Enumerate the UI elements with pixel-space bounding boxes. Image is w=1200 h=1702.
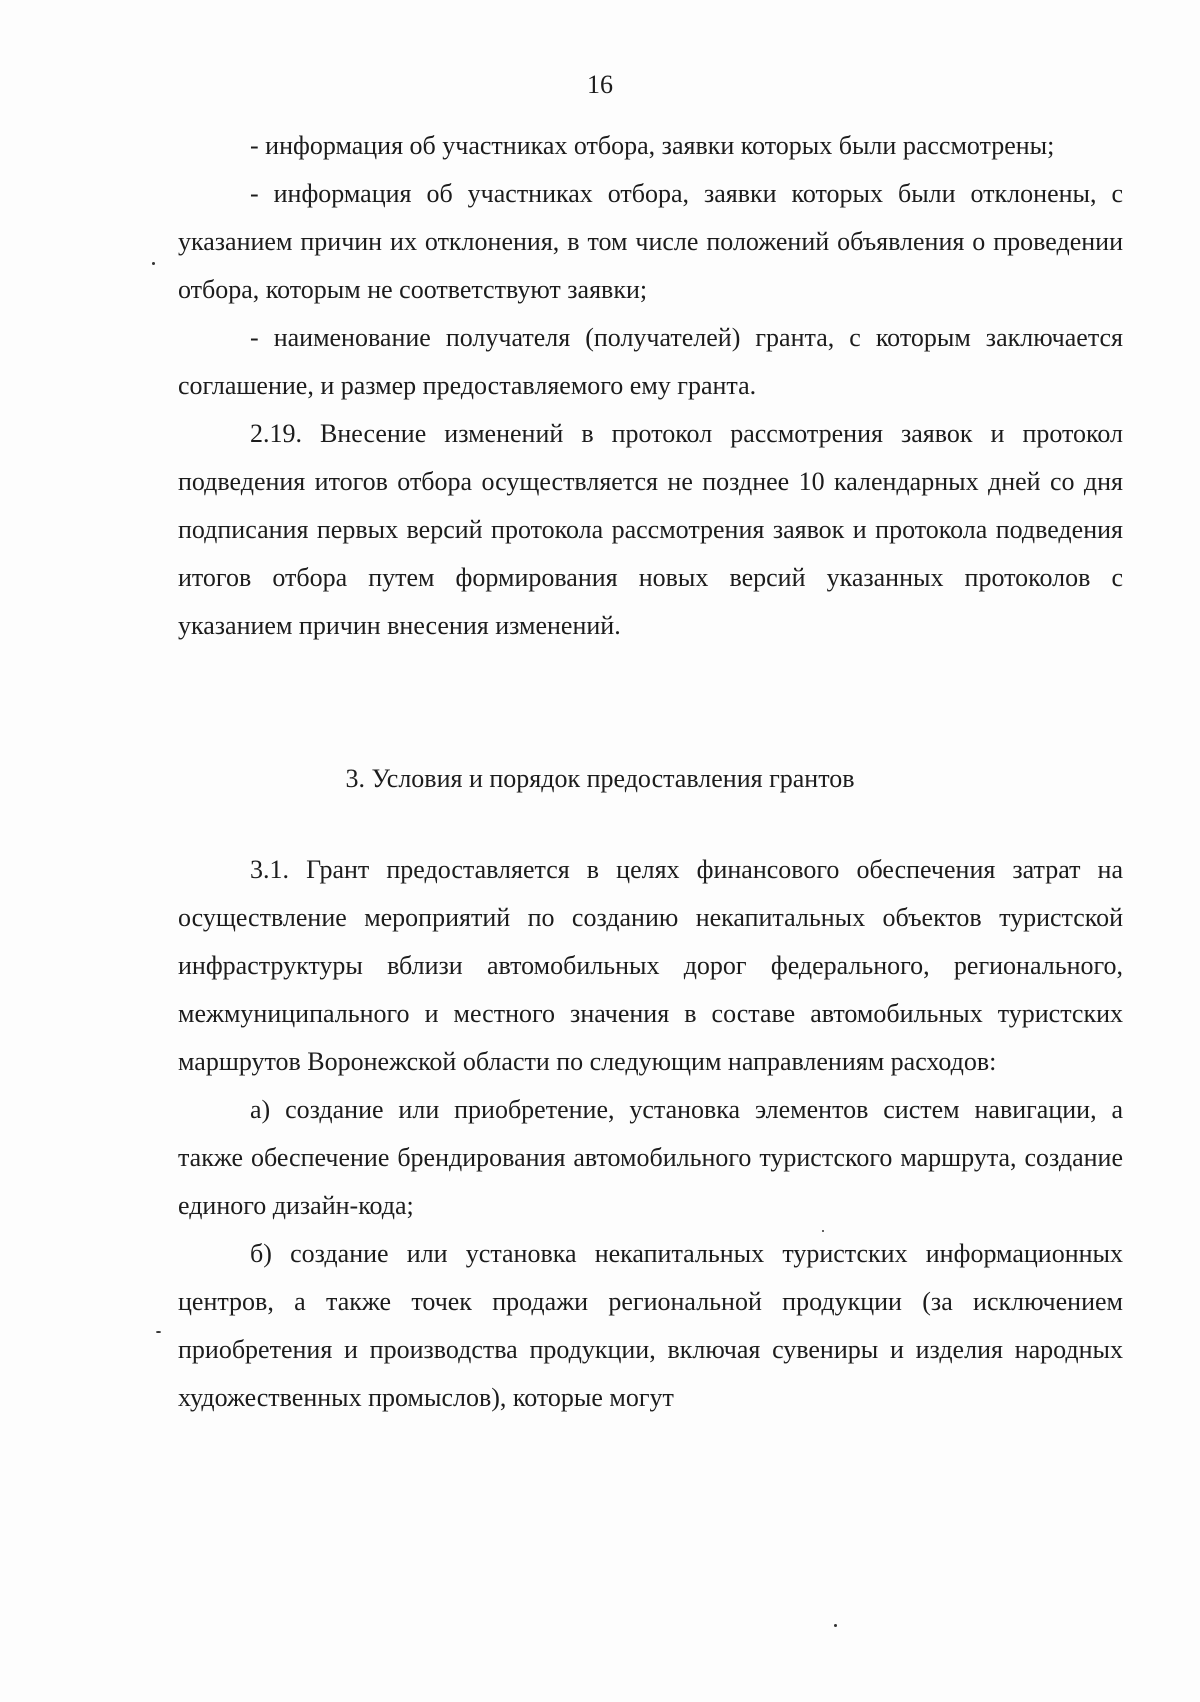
list-item-recipient: - наименование получателя (получателей) гранта, с которым заключается соглашение, и размер предоставляемого ему гранта. — [178, 323, 1123, 400]
page-number: 16 — [587, 70, 613, 99]
section-heading: 3. Условия и порядок предоставления грантов — [345, 764, 855, 793]
paragraph-2-19: 2.19. Внесение изменений в протокол рассмотрения заявок и протокол подведения итогов отбора осуществляется не позднее 10 календарных дней со дня подписания первых версий протокола рассмотрения заявок и протокола подведения итогов отбора путем формирования новых версий указанных протоколов с указанием причин внесения изменений. — [178, 419, 1123, 640]
scan-speck — [152, 262, 155, 265]
text-block-upper — [178, 122, 1123, 650]
list-item-a: а) создание или приобретение, установка элементов систем навигации, а также обеспечение брендирования автомобильного туристского маршрута, создание единого дизайн-кода; — [178, 1095, 1123, 1220]
scan-speck — [834, 1624, 837, 1627]
list-item-considered: - информация об участниках отбора, заявки которых были рассмотрены; — [250, 131, 1055, 160]
text-block-lower — [178, 846, 1123, 1422]
scan-speck — [822, 1230, 824, 1232]
list-item-b: б) создание или установка некапитальных туристских информационных центров, а также точек продажи региональной продукции (за исключением приобретения и производства продукции, включая сувениры и изделия народных художественных промыслов), которые могут — [178, 1239, 1123, 1412]
list-item-rejected: - информация об участниках отбора, заявки которых были отклонены, с указанием причин их отклонения, в том числе положений объявления о проведении отбора, которым не соответствуют заявки; — [178, 179, 1123, 304]
scan-speck — [156, 1331, 161, 1333]
paragraph-3-1: 3.1. Грант предоставляется в целях финансового обеспечения затрат на осуществление мероприятий по созданию некапитальных объектов туристской инфраструктуры вблизи автомобильных дорог федерального, регионального, межмуниципального и местного значения в составе автомобильных туристских маршрутов Воронежской области по следующим направлениям расходов: — [178, 855, 1123, 1076]
